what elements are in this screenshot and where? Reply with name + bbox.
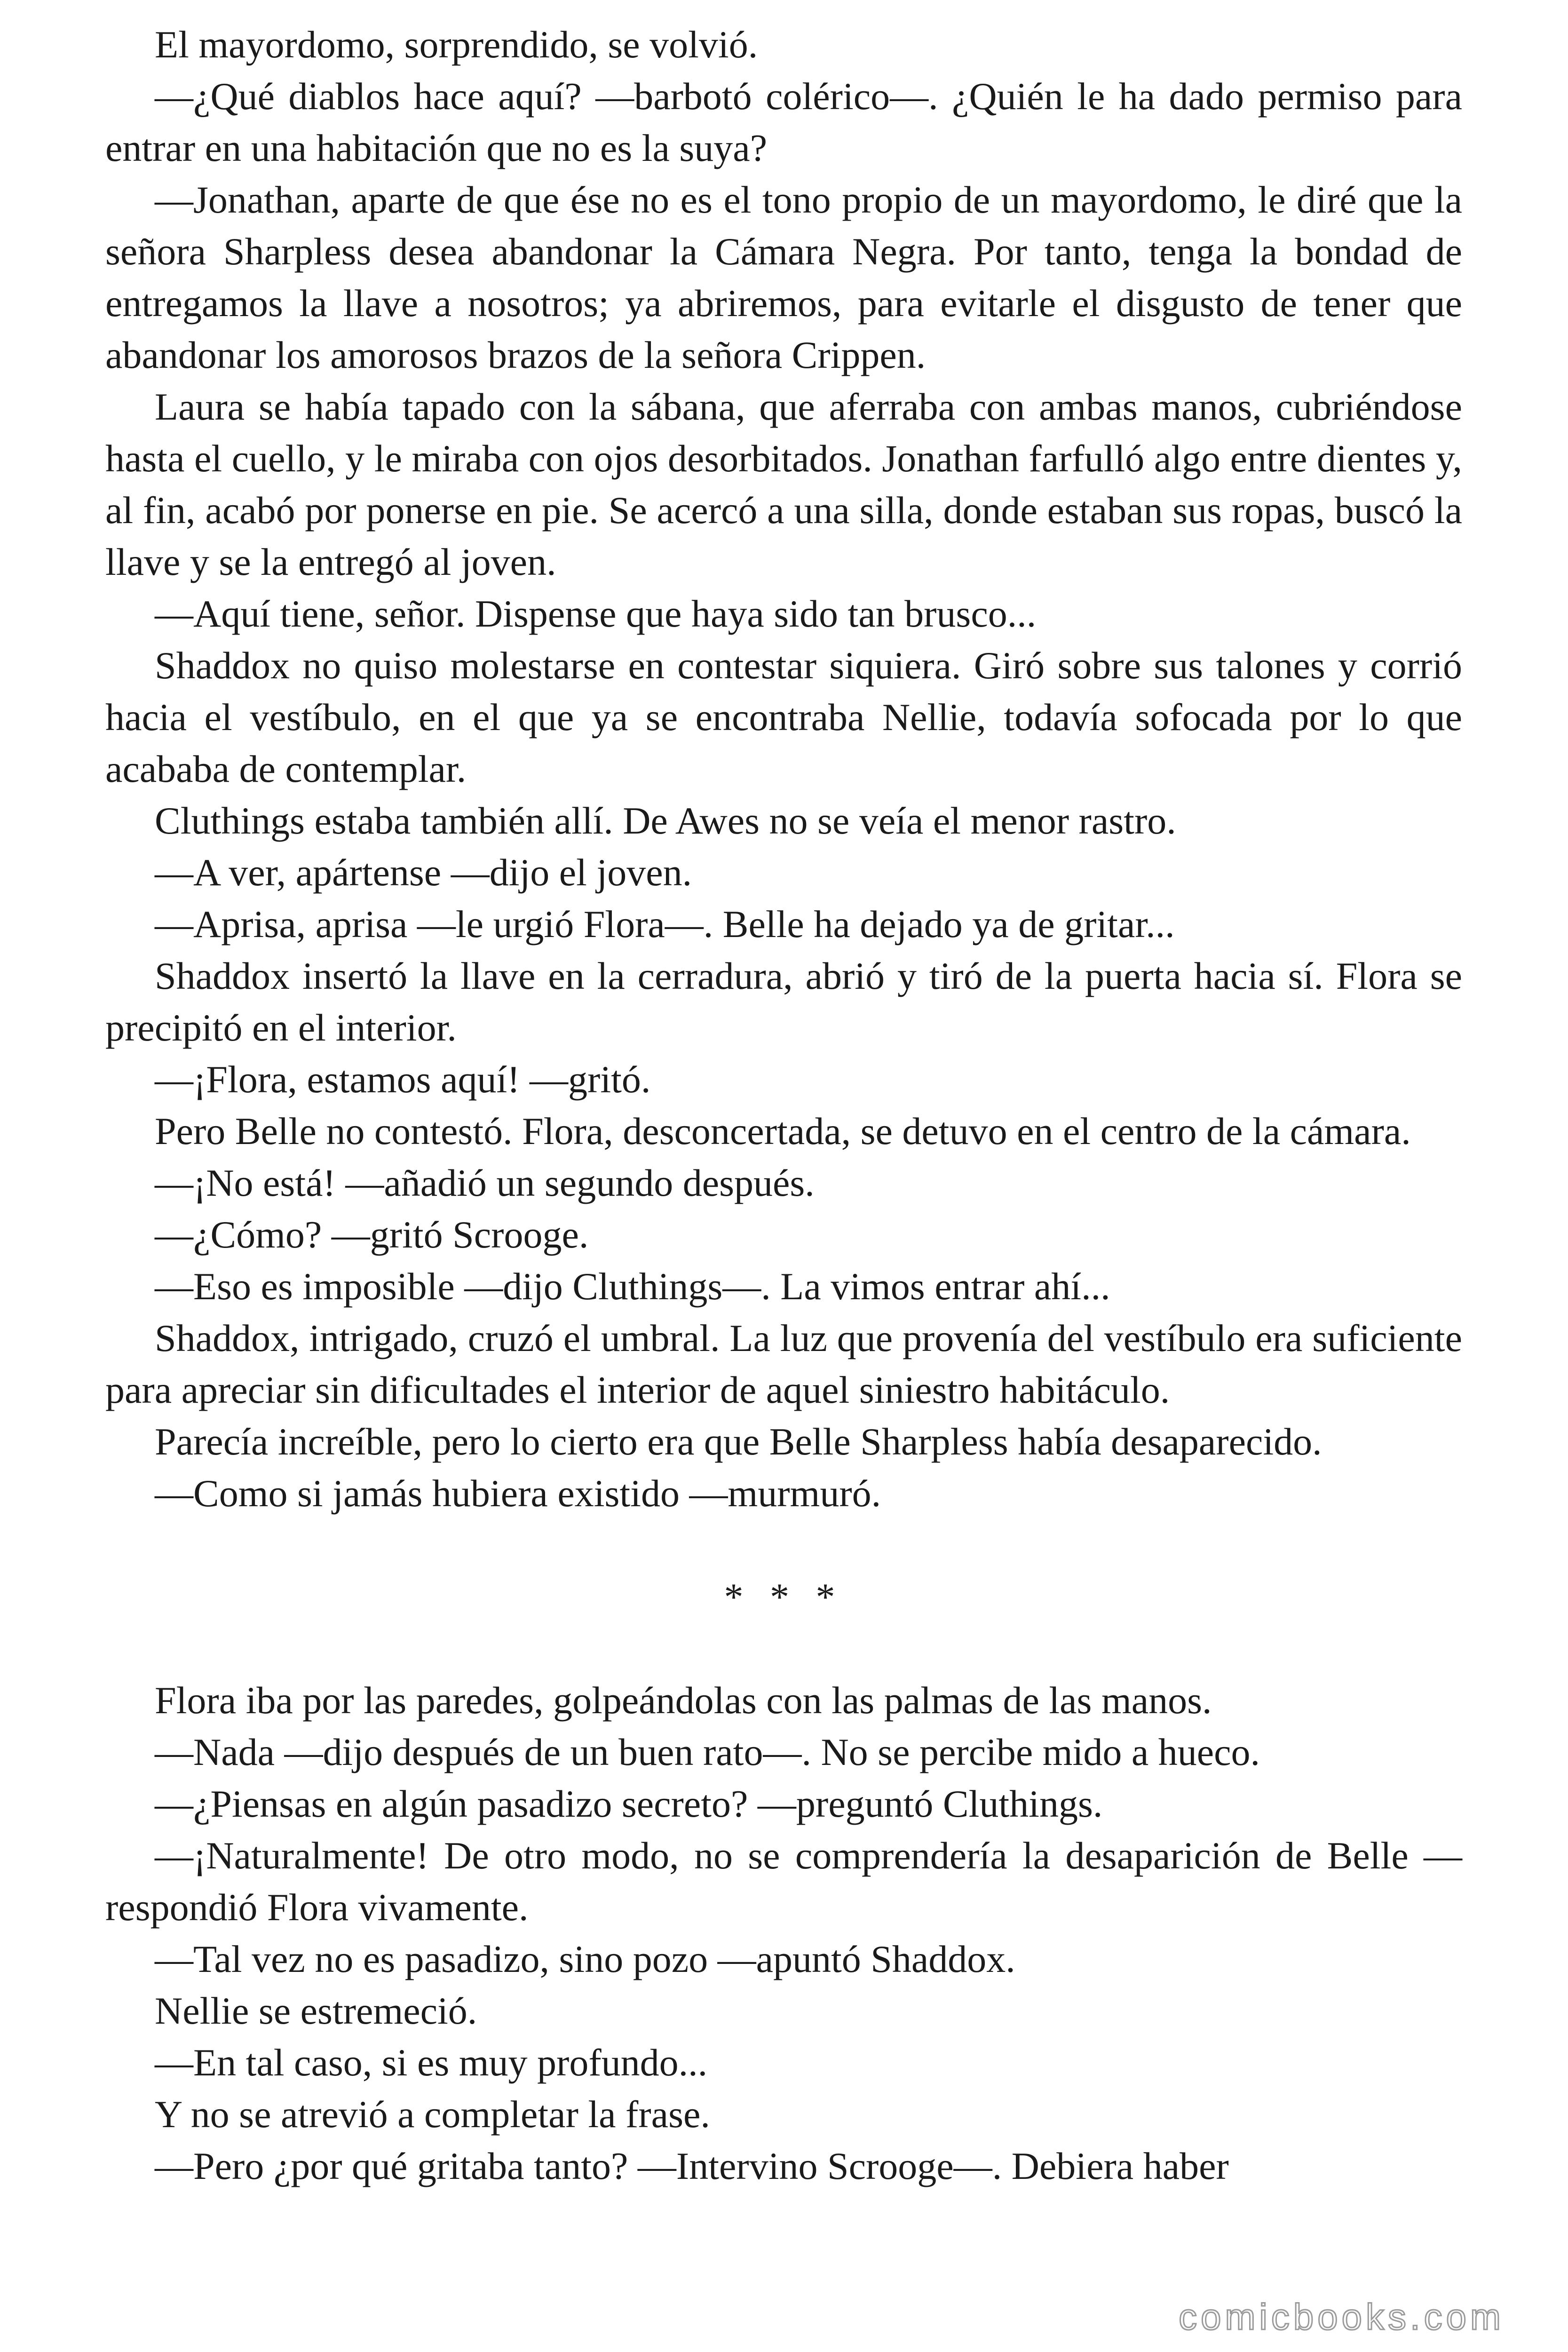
paragraph: —A ver, apártense —dijo el joven.	[155, 851, 692, 894]
paragraph: Shaddox no quiso molestarse en contestar siquiera. Giró sobre sus talones y corrió hacia el vestíbulo, en el que ya se encontraba Nellie, todavía sofocada por lo que acababa de contemplar.	[105, 644, 1462, 790]
paragraph: Shaddox, intrigado, cruzó el umbral. La luz que provenía del vestíbulo era suficiente para apreciar sin dificultades el interior de aquel siniestro habitáculo.	[105, 1317, 1462, 1411]
paragraph: Laura se había tapado con la sábana, que aferraba con ambas manos, cubriéndose hasta el cuello, y le miraba con ojos desorbitados. Jonathan farfulló algo entre dientes y, al fin, acabó por ponerse en pie. Se acercó a una silla, donde estaban sus ropas, buscó la llave y se la entregó al joven.	[105, 385, 1462, 583]
paragraph: Pero Belle no contestó. Flora, desconcertada, se detuvo en el centro de la cámara.	[155, 1110, 1411, 1152]
page-text	[105, 19, 1462, 2192]
paragraph: —Aprisa, aprisa —le urgió Flora—. Belle ha dejado ya de gritar...	[155, 903, 1175, 946]
paragraph: —Pero ¿por qué gritaba tanto? —Intervino Scrooge—. Debiera haber	[155, 2145, 1229, 2187]
paragraph: Shaddox insertó la llave en la cerradura, abrió y tiró de la puerta hacia sí. Flora se precipitó en el interior.	[105, 954, 1462, 1049]
watermark: comicbooks.com	[1179, 2296, 1505, 2337]
paragraph: Flora iba por las paredes, golpeándolas con las palmas de las manos.	[155, 1679, 1212, 1722]
paragraph: —¡No está! —añadió un segundo después.	[155, 1161, 815, 1204]
paragraph: —En tal caso, si es muy profundo...	[155, 2041, 708, 2084]
paragraph: —¡Naturalmente! De otro modo, no se comprendería la desaparición de Belle —respondió Flora vivamente.	[105, 1834, 1462, 1929]
paragraph: —¿Cómo? —gritó Scrooge.	[155, 1213, 589, 1256]
paragraph: —Aquí tiene, señor. Dispense que haya sido tan brusco...	[155, 592, 1037, 635]
paragraph: —¿Qué diablos hace aquí? —barbotó colérico—. ¿Quién le ha dado permiso para entrar en una habitación que no es la suya?	[105, 75, 1462, 169]
paragraph: Y no se atrevió a completar la frase.	[155, 2093, 710, 2136]
paragraph: —Tal vez no es pasadizo, sino pozo —apuntó Shaddox.	[155, 1938, 1015, 1980]
paragraph: —Como si jamás hubiera existido —murmuró.	[155, 1472, 881, 1515]
section-separator: * * *	[724, 1575, 844, 1618]
paragraph: El mayordomo, sorprendido, se volvió.	[155, 23, 758, 66]
paragraph: Nellie se estremeció.	[155, 1989, 477, 2032]
paragraph: —¿Piensas en algún pasadizo secreto? —preguntó Cluthings.	[155, 1782, 1103, 1825]
paragraph: Cluthings estaba también allí. De Awes no se veía el menor rastro.	[155, 799, 1176, 842]
paragraph: —Nada —dijo después de un buen rato—. No se percibe mido a hueco.	[155, 1731, 1260, 1773]
paragraph: —Eso es imposible —dijo Cluthings—. La vimos entrar ahí...	[155, 1265, 1110, 1308]
paragraph: Parecía increíble, pero lo cierto era que Belle Sharpless había desaparecido.	[155, 1420, 1322, 1463]
paragraph: —¡Flora, estamos aquí! —gritó.	[155, 1058, 651, 1101]
paragraph: —Jonathan, aparte de que ése no es el tono propio de un mayordomo, le diré que la señora Sharpless desea abandonar la Cámara Negra. Por tanto, tenga la bondad de entregamos la llave a nosotros; ya abriremos, para evitarle el disgusto de tener que abandonar los amorosos brazos de la señora Crippen.	[105, 178, 1462, 376]
